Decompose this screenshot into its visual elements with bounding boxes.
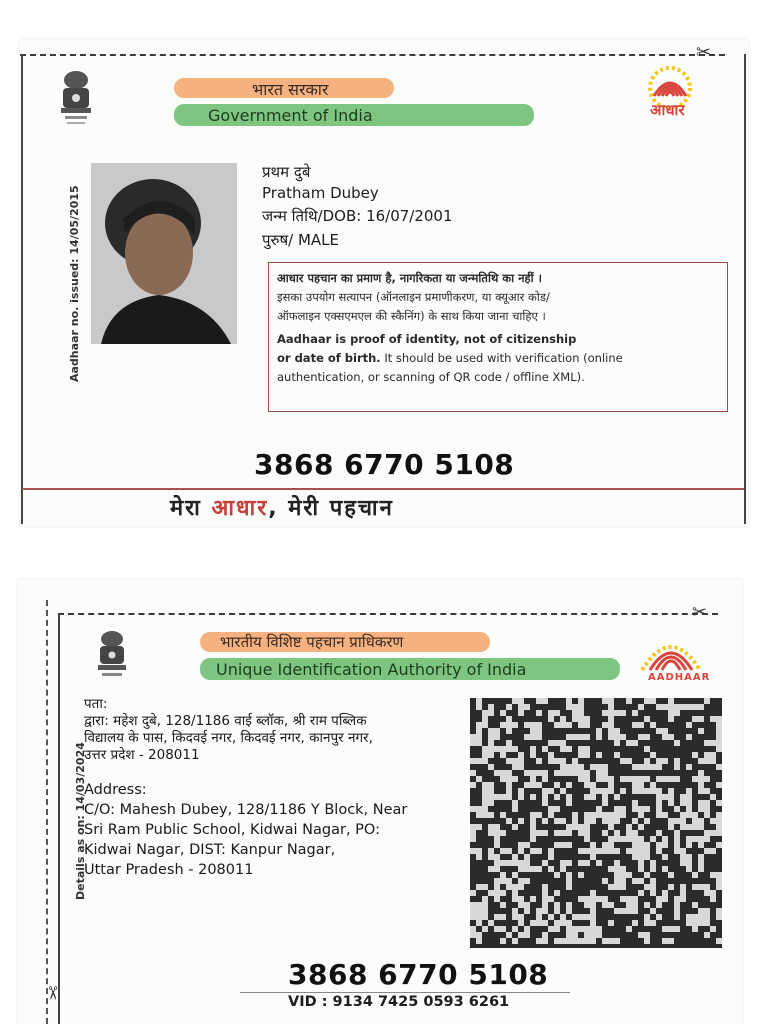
- tagline-part-2: , मेरी पहचान: [268, 496, 394, 521]
- banner-hindi: भारतीय विशिष्ट पहचान प्राधिकरण: [220, 633, 404, 651]
- aadhaar-issued-date: Aadhaar no. issued: 14/05/2015: [68, 185, 81, 382]
- address-english: [84, 780, 484, 880]
- notice-en-line-2-bold: or date of birth.: [277, 351, 381, 365]
- address-english-label: Address:: [84, 782, 147, 798]
- notice-hindi-line-1: आधार पहचान का प्रमाण है, नागरिकता या जन्मतिथि का नहीं ।: [277, 271, 542, 285]
- address-hindi-label: पता:: [84, 696, 108, 712]
- notice-hindi-line-3: ऑफलाइन एक्सएमएल की स्कैनिंग) के साथ किया जाना चाहिए ।: [277, 309, 546, 323]
- scissors-icon-top: ✂: [692, 602, 708, 623]
- aadhaar-back-card: [18, 580, 742, 1024]
- gender: पुरुष/ MALE: [262, 231, 340, 249]
- scissors-icon-side: ✂: [41, 985, 63, 1001]
- aadhaar-logo-text: AADHAAR: [648, 672, 711, 683]
- back-left-border: [58, 613, 60, 1024]
- details-as-on-date: Details as on: 14/03/2024: [74, 742, 87, 900]
- aadhaar-notice-box: [268, 262, 728, 412]
- back-left-dashed: [46, 600, 48, 1024]
- holder-photo: [91, 163, 237, 344]
- front-right-border: [744, 54, 746, 524]
- front-top-dashed-line: [20, 54, 725, 56]
- front-left-border: [21, 54, 23, 524]
- name-hindi: प्रथम दुबे: [262, 163, 311, 181]
- photo-portrait: [91, 163, 237, 344]
- date-of-birth: जन्म तिथि/DOB: 16/07/2001: [262, 207, 453, 225]
- back-top-dashed-line: [58, 613, 718, 615]
- aadhaar-logo-text: आधार: [650, 101, 685, 119]
- name-english: Pratham Dubey: [262, 184, 379, 202]
- aadhaar-number: 3868 6770 5108: [254, 448, 515, 481]
- tagline-divider: [22, 488, 744, 490]
- aadhaar-front-card: [20, 40, 748, 526]
- scissors-icon: ✂: [696, 42, 712, 63]
- aadhaar-logo-icon: [630, 630, 712, 674]
- address-english-line-3: Kidwai Nagar, DIST: Kanpur Nagar,: [84, 842, 336, 858]
- address-english-line-2: Sri Ram Public School, Kidwai Nagar, PO:: [84, 822, 380, 838]
- tagline-part-1: मेरा: [170, 496, 212, 521]
- banner-hindi: भारत सरकार: [252, 80, 329, 99]
- notice-en-line-2: [277, 349, 719, 368]
- virtual-id: VID : 9134 7425 0593 6261: [288, 994, 510, 1010]
- notice-en-line-2-rest: It should be used with verification (online: [380, 351, 623, 365]
- national-emblem-icon: [55, 68, 97, 130]
- address-hindi: [84, 696, 484, 764]
- address-hindi-line-2: विद्यालय के पास, किदवई नगर, किदवई नगर, कानपुर नगर,: [84, 730, 373, 746]
- vid-divider: [240, 992, 570, 993]
- address-hindi-line-3: उत्तर प्रदेश - 208011: [84, 747, 200, 763]
- notice-en-line-1: Aadhaar is proof of identity, not of citizenship: [277, 332, 577, 346]
- tagline: [170, 492, 394, 522]
- address-english-line-1: C/O: Mahesh Dubey, 128/1186 Y Block, Near: [84, 802, 408, 818]
- notice-hindi-line-2: इसका उपयोग सत्यापन (ऑनलाइन प्रमाणीकरण, या क्यूआर कोड/: [277, 290, 550, 304]
- address-hindi-line-1: द्वारा: महेश दुबे, 128/1186 वाई ब्लॉक, श्री राम पब्लिक: [84, 713, 367, 729]
- qr-code: [470, 698, 722, 948]
- aadhaar-number: 3868 6770 5108: [288, 958, 549, 991]
- tagline-accent: आधार: [211, 496, 269, 521]
- address-english-line-4: Uttar Pradesh - 208011: [84, 862, 254, 878]
- notice-en-line-3: authentication, or scanning of QR code / offline XML).: [277, 370, 585, 384]
- banner-english: Government of India: [208, 106, 373, 125]
- national-emblem-icon: [93, 628, 131, 686]
- banner-english: Unique Identification Authority of India: [216, 660, 527, 679]
